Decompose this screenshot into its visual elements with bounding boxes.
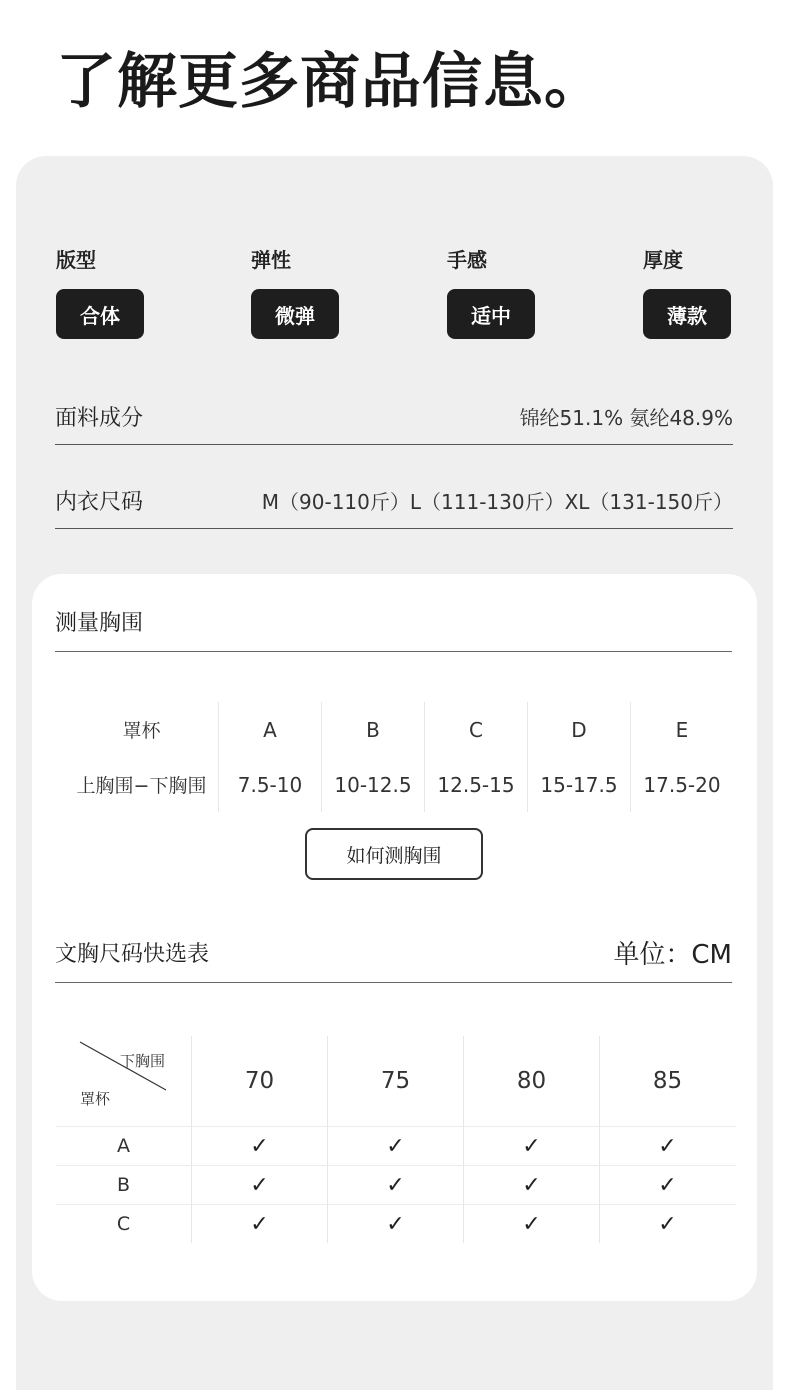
check-icon: ✓ [658, 1211, 677, 1237]
attribute-fit [56, 244, 176, 339]
diff-value: 12.5-15 [425, 757, 528, 812]
page-title: 了解更多商品信息。 [56, 47, 605, 117]
cup-header-row [65, 702, 733, 757]
corner-bottom-label: 罩杯 [80, 1090, 111, 1108]
diff-value: 17.5-20 [643, 772, 721, 797]
attribute-label: 厚度 [643, 248, 683, 272]
measure-section-header [55, 591, 732, 652]
size-chart-table [56, 1036, 736, 1243]
product-info-panel [16, 156, 773, 1390]
band-size: 70 [192, 1036, 328, 1126]
diff-value: 10-12.5 [322, 757, 425, 812]
cup-header-label: 罩杯 [65, 702, 219, 757]
table-row [56, 1126, 736, 1165]
corner-top-label: 下胸围 [119, 1052, 165, 1070]
fabric-row [55, 388, 733, 445]
size-chart-title: 文胸尺码快选表 [55, 941, 210, 967]
check-icon: ✓ [192, 1127, 328, 1165]
band-size: 85 [652, 1068, 683, 1094]
fabric-label: 面料成分 [55, 405, 144, 431]
size-label: 内衣尺码 [55, 489, 144, 515]
attribute-chip: 薄款 [643, 289, 731, 339]
band-size: 75 [328, 1036, 464, 1126]
check-icon: ✓ [464, 1127, 600, 1165]
check-icon: ✓ [328, 1127, 464, 1165]
how-to-measure-button[interactable]: 如何测胸围 [305, 828, 483, 880]
cup-diff-row [65, 757, 733, 812]
check-icon: ✓ [658, 1172, 677, 1198]
row-cup-label: A [56, 1127, 192, 1165]
check-icon: ✓ [192, 1205, 328, 1243]
cup-letter: B [322, 702, 425, 757]
table-row [56, 1204, 736, 1243]
check-icon: ✓ [464, 1166, 600, 1204]
diff-value: 15-17.5 [528, 757, 631, 812]
check-icon: ✓ [328, 1205, 464, 1243]
row-cup-label: B [56, 1166, 192, 1204]
attribute-chip: 微弹 [251, 289, 339, 339]
attribute-feel [447, 244, 567, 339]
cup-letter: E [675, 717, 689, 742]
attribute-label: 手感 [447, 248, 487, 272]
size-chart-header [55, 922, 732, 983]
measurement-card [32, 574, 757, 1301]
cup-letter: C [425, 702, 528, 757]
fabric-value: 锦纶51.1% 氨纶48.9% [519, 405, 733, 430]
attribute-chip: 适中 [447, 289, 535, 339]
row-cup-label: C [56, 1205, 192, 1243]
cup-letter: D [528, 702, 631, 757]
attribute-label: 版型 [56, 248, 96, 272]
check-icon: ✓ [328, 1166, 464, 1204]
cup-letter: A [219, 702, 322, 757]
measure-title: 测量胸围 [55, 610, 144, 636]
unit-label: 单位：CM [613, 939, 732, 970]
cup-table [65, 702, 733, 812]
band-size: 80 [464, 1036, 600, 1126]
attribute-chip: 合体 [56, 289, 144, 339]
check-icon: ✓ [464, 1205, 600, 1243]
attribute-elasticity [251, 244, 371, 339]
diff-label: 上胸围−下胸围 [65, 757, 219, 812]
corner-cell [56, 1036, 192, 1126]
size-row [55, 472, 733, 529]
attribute-thickness [643, 244, 763, 339]
diff-value: 7.5-10 [219, 757, 322, 812]
check-icon: ✓ [658, 1133, 677, 1159]
check-icon: ✓ [192, 1166, 328, 1204]
table-row [56, 1165, 736, 1204]
attribute-label: 弹性 [251, 248, 291, 272]
size-value: M（90-110斤）L（111-130斤）XL（131-150斤） [261, 489, 733, 514]
size-chart-header-row [56, 1036, 736, 1126]
